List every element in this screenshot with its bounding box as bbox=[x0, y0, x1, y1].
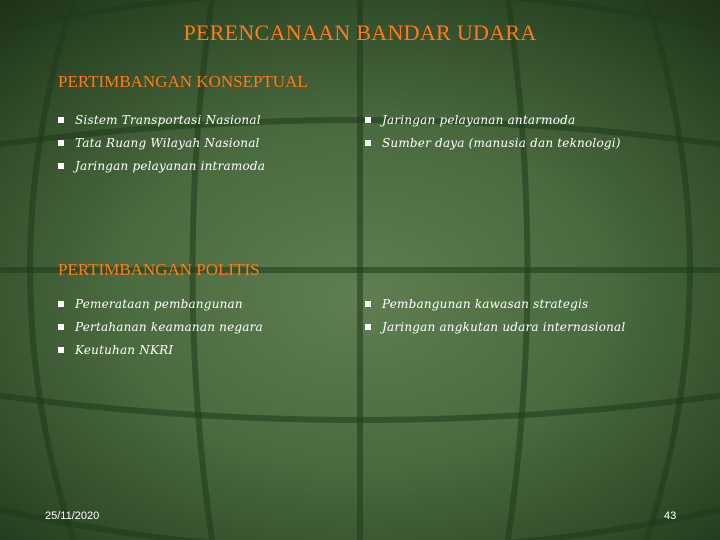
section-heading-politis: PERTIMBANGAN POLITIS bbox=[58, 260, 260, 279]
politis-left-list bbox=[58, 292, 263, 361]
square-bullet-icon bbox=[365, 324, 371, 330]
square-bullet-icon bbox=[58, 347, 64, 353]
politis-right-list bbox=[365, 292, 625, 338]
list-item: Pembangunan kawasan strategis bbox=[365, 292, 625, 315]
square-bullet-icon bbox=[365, 140, 371, 146]
list-item: Jaringan pelayanan intramoda bbox=[58, 154, 265, 177]
square-bullet-icon bbox=[58, 301, 64, 307]
list-item: Jaringan angkutan udara internasional bbox=[365, 315, 625, 338]
square-bullet-icon bbox=[365, 117, 371, 123]
list-item: Tata Ruang Wilayah Nasional bbox=[58, 131, 265, 154]
konseptual-right-list bbox=[365, 108, 621, 154]
footer-date: 25/11/2020 bbox=[45, 510, 100, 522]
list-item: Jaringan pelayanan antarmoda bbox=[365, 108, 621, 131]
square-bullet-icon bbox=[58, 140, 64, 146]
section-heading-konseptual: PERTIMBANGAN KONSEPTUAL bbox=[58, 72, 308, 91]
konseptual-left-list bbox=[58, 108, 265, 177]
list-item: Sumber daya (manusia dan teknologi) bbox=[365, 131, 621, 154]
list-item: Sistem Transportasi Nasional bbox=[58, 108, 265, 131]
square-bullet-icon bbox=[365, 301, 371, 307]
square-bullet-icon bbox=[58, 117, 64, 123]
list-item: Keutuhan NKRI bbox=[58, 338, 263, 361]
footer-page-number: 43 bbox=[664, 510, 677, 522]
square-bullet-icon bbox=[58, 324, 64, 330]
square-bullet-icon bbox=[58, 163, 64, 169]
slide-title: PERENCANAAN BANDAR UDARA bbox=[183, 20, 537, 45]
list-item: Pertahanan keamanan negara bbox=[58, 315, 263, 338]
list-item: Pemerataan pembangunan bbox=[58, 292, 263, 315]
